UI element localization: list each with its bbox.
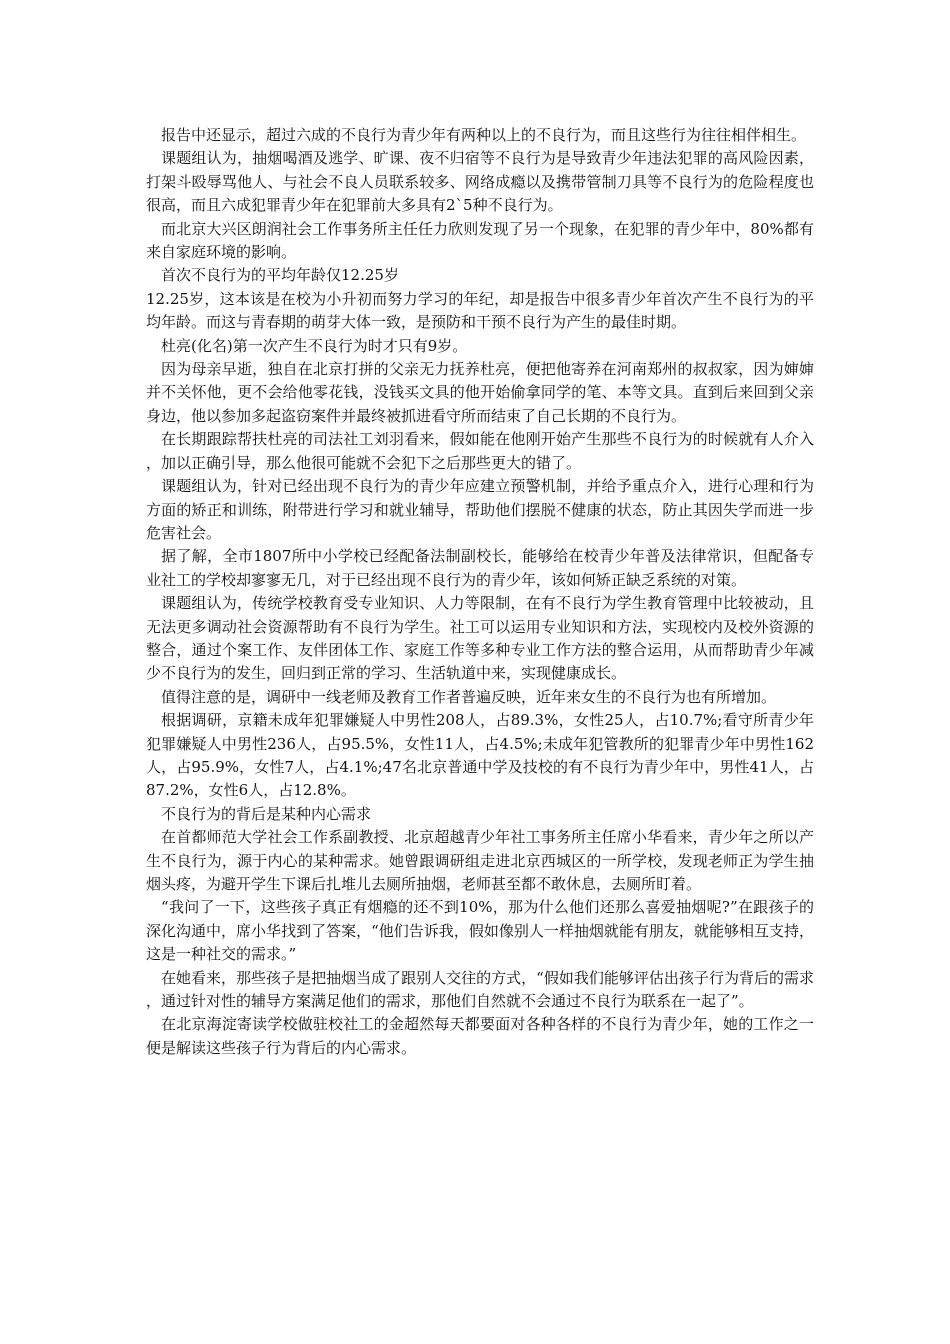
paragraph: 值得注意的是，调研中一线老师及教育工作者普遍反映，近年来女生的不良行为也有所增加。 [161, 687, 777, 706]
paragraph: 据了解，全市1807所中小学校已经配备法制副校长，能够给在校青少年普及法律常识，但配备专业社工的学校却寥寥无几，对于已经出现不良行为的青少年，该如何矫正缺乏系统的对策。 [146, 547, 814, 589]
paragraph: 报告中还显示，超过六成的不良行为青少年有两种以上的不良行为，而且这些行为往往相伴相生。 [161, 126, 807, 144]
article-body [146, 124, 814, 1060]
paragraph: 因为母亲早逝，独自在北京打拼的父亲无力抚养杜亮，便把他寄养在河南郑州的叔叔家，因为婶婶并不关怀他，更不会给他零花钱，没钱买文具的他开始偷拿同学的笔、本等文具。直到后来回到父亲身边，他以参加多起盗窃案件并最终被抓进看守所而结束了自己长期的不良行为。 [146, 360, 814, 425]
paragraph: 而北京大兴区朗润社会工作事务所主任任力欣则发现了另一个现象，在犯罪的青少年中，80%都有来自家庭环境的影响。 [146, 219, 814, 262]
paragraph: 在北京海淀寄读学校做驻校社工的金超然每天都要面对各种各样的不良行为青少年，她的工作之一便是解读这些孩子行为背后的内心需求。 [146, 1015, 814, 1057]
paragraph: 课题组认为，针对已经出现不良行为的青少年应建立预警机制，并给予重点介入，进行心理和行为方面的矫正和训练，附带进行学习和就业辅导，帮助他们摆脱不健康的状态，防止其因失学而进一步危害社会。 [146, 477, 814, 542]
paragraph: 在首都师范大学社会工作系副教授、北京超越青少年社工事务所主任席小华看来，青少年之所以产生不良行为，源于内心的某种需求。她曾跟调研组走进北京西城区的一所学校，发现老师正为学生抽烟头疼，为避开学生下课后扎堆儿去厕所抽烟，老师甚至都不敢休息，去厕所盯着。 [146, 828, 814, 893]
paragraph: “我问了一下，这些孩子真正有烟瘾的还不到10%，那为什么他们还那么喜爱抽烟呢?”在跟孩子的深化沟通中，席小华找到了答案，“他们告诉我，假如像别人一样抽烟就能有朋友，就能够相互支持，这是一种社交的需求。” [146, 898, 814, 964]
paragraph: 杜亮(化名)第一次产生不良行为时才只有9岁。 [161, 336, 468, 355]
paragraph: 在她看来，那些孩子是把抽烟当成了跟别人交往的方式，“假如我们能够评估出孩子行为背后的需求，通过针对性的辅导方案满足他们的需求，那他们自然就不会通过不良行为联系在一起了”。 [146, 968, 814, 1011]
paragraph: 12.25岁，这本该是在校为小升初而努力学习的年纪，却是报告中很多青少年首次产生不良行为的平均年龄。而这与青春期的萌芽大体一致，是预防和干预不良行为产生的最佳时期。 [146, 289, 814, 332]
paragraph: 根据调研，京籍未成年犯罪嫌疑人中男性208人，占89.3%，女性25人，占10.7%;看守所青少年犯罪嫌疑人中男性236人，占95.5%，女性11人，占4.5%;未成年犯管教所的犯罪青少年中男性162人，占95.9%，女性7人，占4.1%;47名北京普通中学及技校的有不良行为青少年中，男性41人，占87.2%，女性6人，占12.8%。 [146, 711, 814, 800]
paragraph: 在长期跟踪帮扶杜亮的司法社工刘羽看来，假如能在他刚开始产生那些不良行为的时候就有人介入，加以正确引导，那么他很可能就不会犯下之后那些更大的错了。 [146, 430, 814, 472]
section-heading: 不良行为的背后是某种内心需求 [161, 804, 372, 823]
paragraph: 课题组认为，抽烟喝酒及逃学、旷课、夜不归宿等不良行为是导致青少年违法犯罪的高风险因素，打架斗殴辱骂他人、与社会不良人员联系较多、网络成瘾以及携带管制刀具等不良行为的危险程度也很高，而且六成犯罪青少年在犯罪前大多具有2`5种不良行为。 [146, 149, 814, 215]
paragraph: 课题组认为，传统学校教育受专业知识、人力等限制，在有不良行为学生教育管理中比较被动，且无法更多调动社会资源帮助有不良行为学生。社工可以运用专业知识和方法，实现校内及校外资源的整合，通过个案工作、友伴团体工作、家庭工作等多种专业工作方法的整合运用，从而帮助青少年减少不良行为的发生，回归到正常的学习、生活轨道中来，实现健康成长。 [146, 594, 814, 683]
section-heading: 首次不良行为的平均年龄仅12.25岁 [161, 266, 399, 285]
